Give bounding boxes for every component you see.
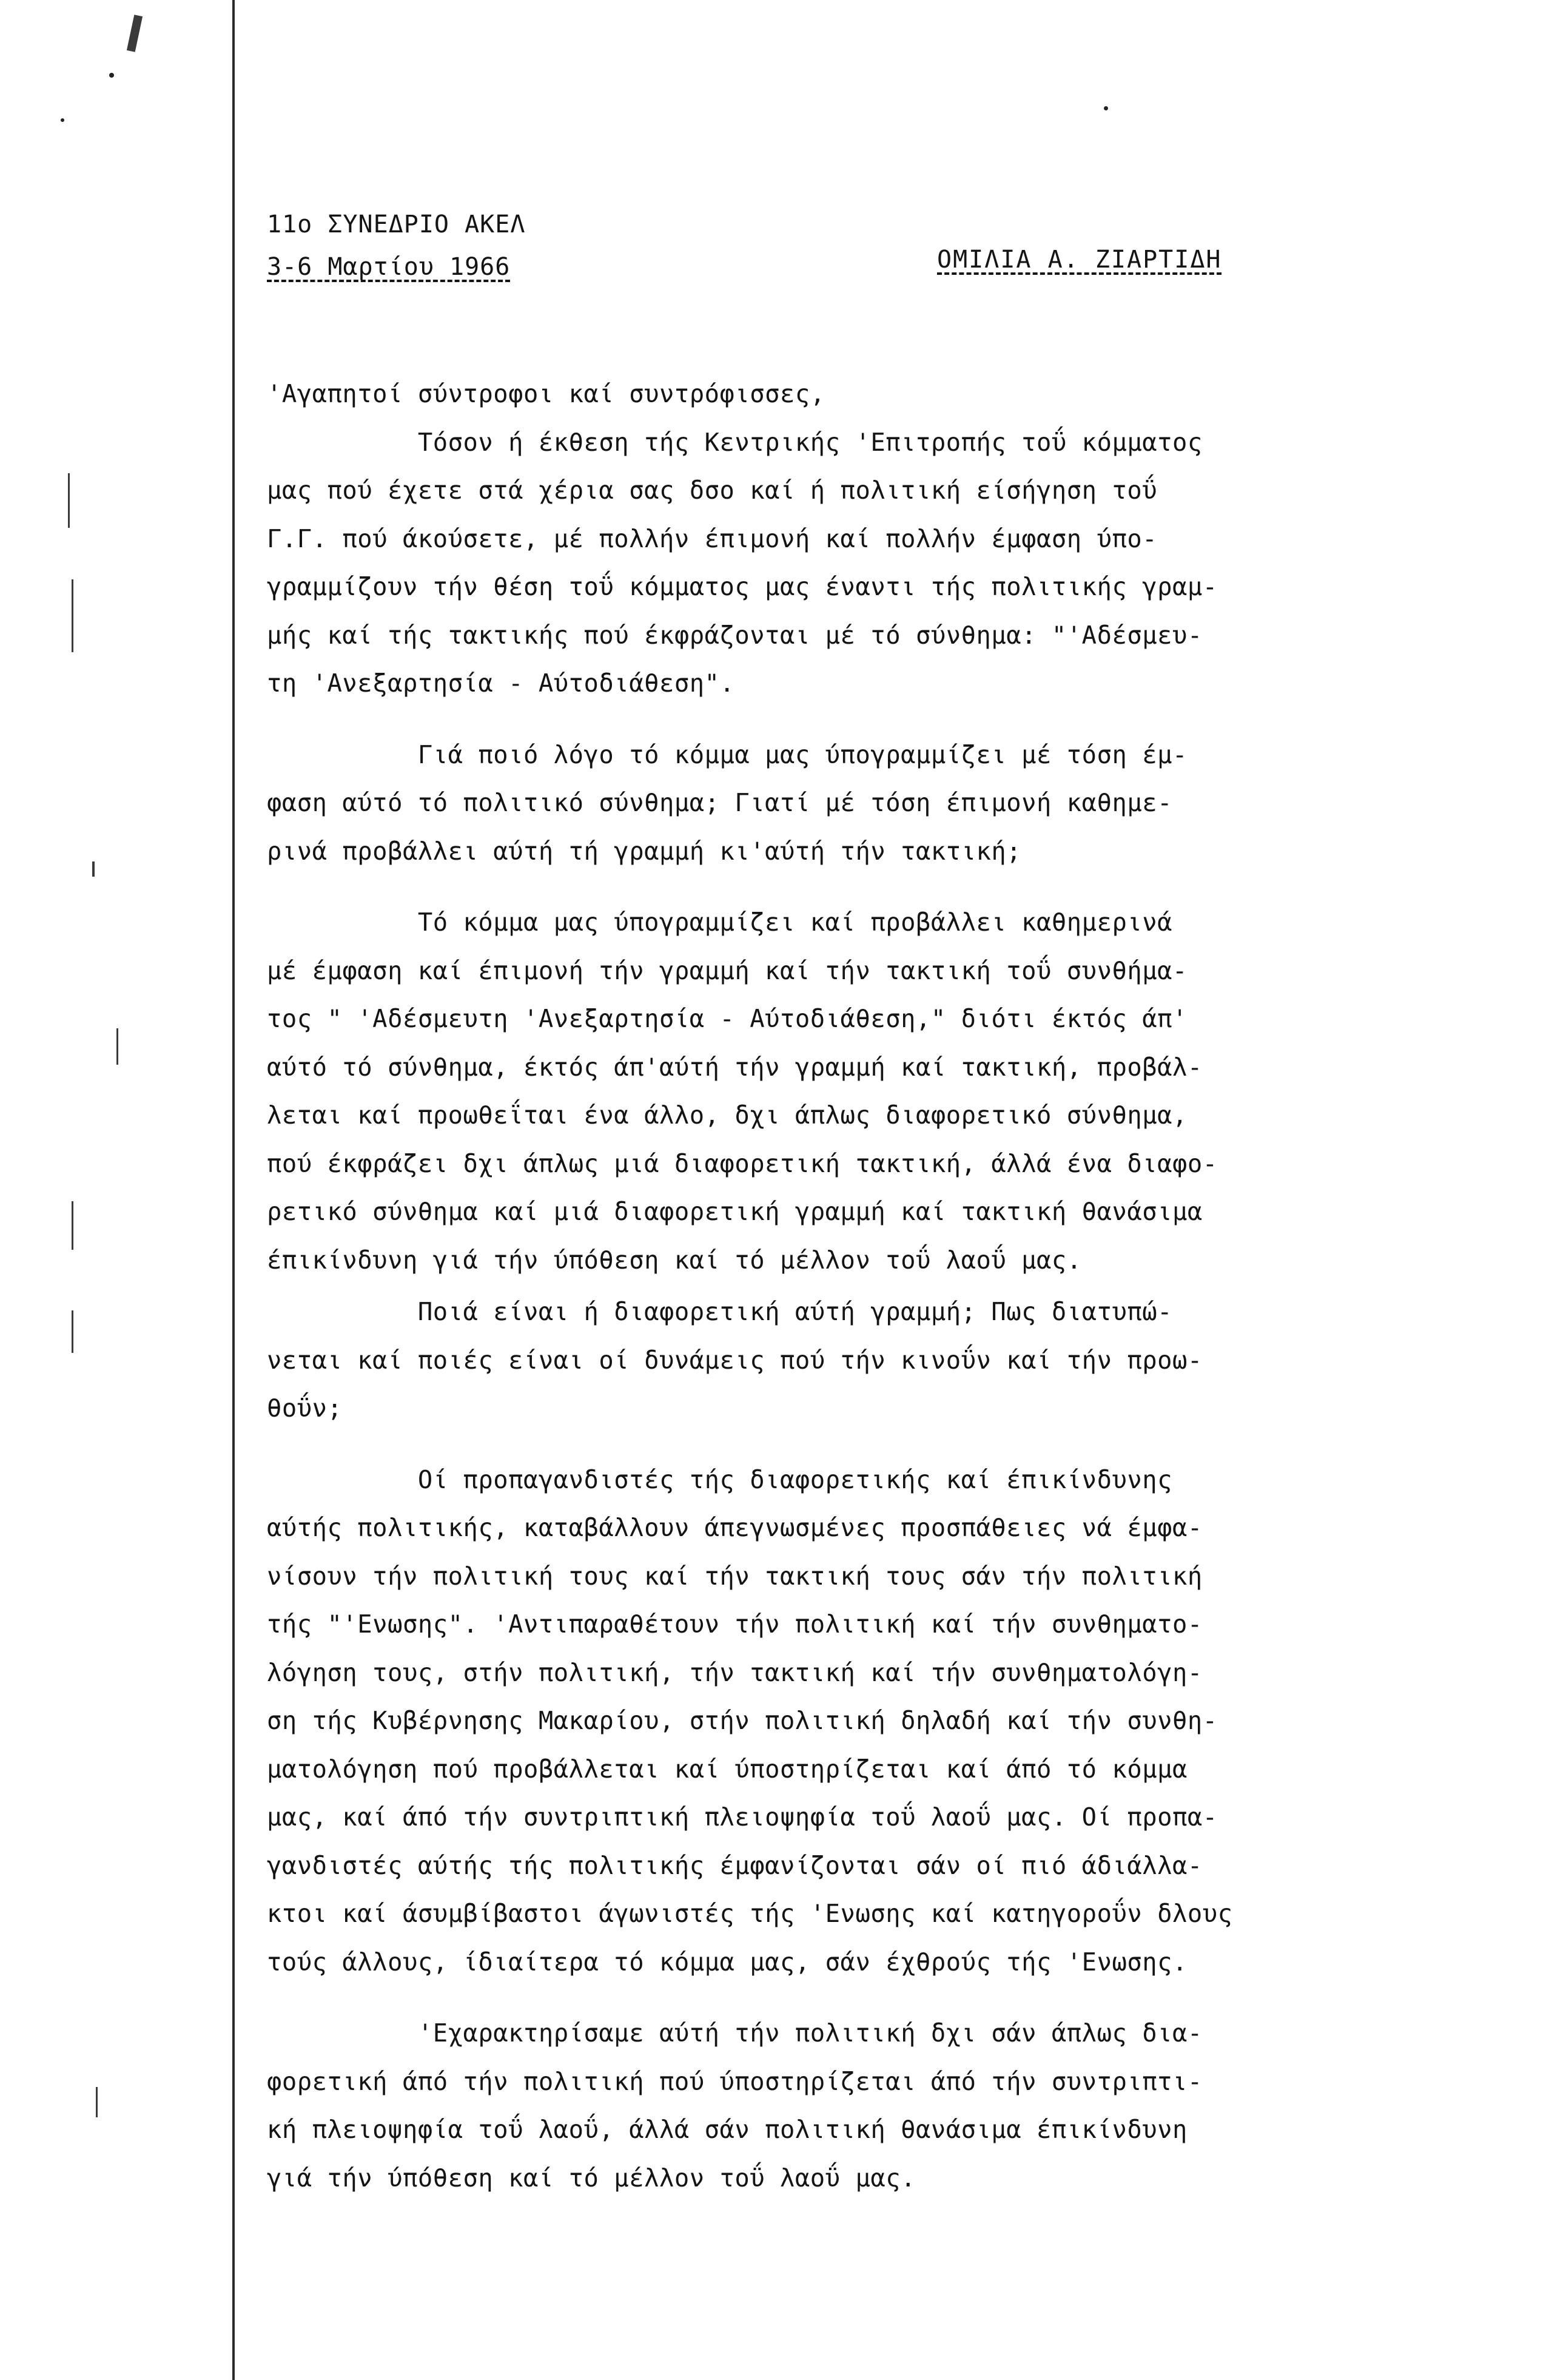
scan-mark xyxy=(92,861,95,877)
speech-title: ΟΜΙΛΙΑ Α. ΖΙΑΡΤΙΔΗ xyxy=(937,246,1222,274)
paragraph xyxy=(267,2009,1456,2202)
text-line: αύτής πολιτικής, καταβάλλουν άπεγνωσμένες προσπάθειες νά έμφα- xyxy=(267,1513,1203,1542)
congress-title: 11ο ΣΥΝΕΔΡΙΟ ΑΚΕΛ xyxy=(267,211,526,238)
text-line: τούς άλλους, ίδιαίτερα τό κόμμα μας, σάν έχθρούς τής 'Ενωσης. xyxy=(267,1947,1188,1977)
text-line: μας, καί άπό τήν συντριπτική πλειοψηφία τοΰ λαοΰ μας. Οί προπα- xyxy=(267,1802,1218,1832)
paragraph xyxy=(267,1288,1456,1433)
scan-speck xyxy=(61,118,64,122)
congress-date: 3-6 Μαρτίου 1966 xyxy=(267,253,511,281)
text-line: ματολόγηση πού προβάλλεται καί ύποστηρίζεται καί άπό τό κόμμα xyxy=(267,1754,1188,1784)
text-line: λόγηση τους, στήν πολιτική, τήν τακτική καί τήν συνθηματολόγη- xyxy=(267,1657,1203,1687)
text-line: 'Εχαρακτηρίσαμε αύτή τήν πολιτική δχι σάν άπλως δια- xyxy=(267,2018,1203,2048)
text-line: πού έκφράζει δχι άπλως μιά διαφορετική τακτική, άλλά ένα διαφο- xyxy=(267,1148,1218,1178)
document-body xyxy=(267,370,1456,2202)
text-line: μας πού έχετε στά χέρια σας δσο καί ή πολιτική είσήγηση τοΰ xyxy=(267,476,1158,505)
scan-mark xyxy=(68,473,70,528)
paragraph xyxy=(267,731,1456,876)
text-line: τος " 'Αδέσμευτη 'Ανεξαρτησία - Αύτοδιάθεση," διότι έκτός άπ' xyxy=(267,1004,1188,1033)
scan-mark xyxy=(72,579,73,652)
text-line: λεται καί προωθεΐται ένα άλλο, δχι άπλως διαφορετικό σύνθημα, xyxy=(267,1101,1188,1130)
salutation: 'Αγαπητοί σύντροφοι καί συντρόφισσες, xyxy=(267,379,825,408)
text-line: νίσουν τήν πολιτική τους καί τήν τακτική τους σάν τήν πολιτική xyxy=(267,1561,1203,1591)
paragraph xyxy=(267,1456,1456,1987)
text-line: τής "'Ενωσης". 'Αντιπαραθέτουν τήν πολιτική καί τήν συνθηματο- xyxy=(267,1610,1203,1639)
text-line: γανδιστές αύτής τής πολιτικής έμφανίζονται σάν οί πιό άδιάλλα- xyxy=(267,1850,1203,1880)
text-line: τη 'Ανεξαρτησία - Αύτοδιάθεση". xyxy=(267,669,735,698)
text-line: Ποιά είναι ή διαφορετική αύτή γραμμή; Πως διατυπώ- xyxy=(267,1297,1172,1326)
text-line: γραμμίζουν τήν θέση τοΰ κόμματος μας έναντι τής πολιτικής γραμ- xyxy=(267,572,1218,601)
scan-speck xyxy=(109,73,114,78)
text-line: ση τής Κυβέρνησης Μακαρίου, στήν πολιτική δηλαδή καί τήν συνθη- xyxy=(267,1706,1218,1735)
header-block xyxy=(267,203,525,288)
text-line: γιά τήν ύπόθεση καί τό μέλλον τοΰ λαοΰ μας. xyxy=(267,2163,916,2193)
paragraph xyxy=(267,419,1456,708)
text-line: έπικίνδυνη γιά τήν ύπόθεση καί τό μέλλον τοΰ λαοΰ μας. xyxy=(267,1245,1082,1275)
paragraph xyxy=(267,898,1456,1284)
text-line: Οί προπαγανδιστές τής διαφορετικής καί έπικίνδυνης xyxy=(267,1465,1172,1494)
scan-mark xyxy=(72,1201,73,1250)
text-line: θοΰν; xyxy=(267,1394,343,1423)
scan-speck xyxy=(1104,106,1108,110)
scan-mark xyxy=(96,2087,98,2117)
text-line: μής καί τής τακτικής πού έκφράζονται μέ τό σύνθημα: "'Αδέσμευ- xyxy=(267,620,1203,650)
text-line: Τό κόμμα μας ύπογραμμίζει καί προβάλλει καθημερινά xyxy=(267,908,1172,937)
text-line: αύτό τό σύνθημα, έκτός άπ'αύτή τήν γραμμή καί τακτική, προβάλ- xyxy=(267,1052,1203,1082)
scan-mark xyxy=(72,1310,73,1353)
text-line: Τόσον ή έκθεση τής Κεντρικής 'Επιτροπής τοΰ κόμματος xyxy=(267,427,1203,457)
scan-mark xyxy=(116,1028,118,1065)
text-line: φορετική άπό τήν πολιτική πού ύποστηρίζεται άπό τήν συντριπτι- xyxy=(267,2066,1203,2096)
text-line: κτοι καί άσυμβίβαστοι άγωνιστές τής 'Ενωσης καί κατηγοροΰν δλους xyxy=(267,1899,1233,1928)
text-line: Γιά ποιό λόγο τό κόμμα μας ύπογραμμίζει μέ τόση έμ- xyxy=(267,740,1188,769)
text-line: κή πλειοψηφία τοΰ λαοΰ, άλλά σάν πολιτική θανάσιμα έπικίνδυνη xyxy=(267,2115,1188,2144)
text-line: Γ.Γ. πού άκούσετε, μέ πολλήν έπιμονή καί πολλήν έμφαση ύπο- xyxy=(267,524,1158,553)
text-line: μέ έμφαση καί έπιμονή τήν γραμμή καί τήν τακτική τοΰ συνθήμα- xyxy=(267,956,1188,985)
text-line: ρετικό σύνθημα καί μιά διαφορετική γραμμή καί τακτική θανάσιμα xyxy=(267,1197,1203,1226)
text-line: νεται καί ποιές είναι οί δυνάμεις πού τήν κινοΰν καί τήν προω- xyxy=(267,1345,1203,1375)
text-line: ρινά προβάλλει αύτή τή γραμμή κι'αύτή τήν τακτική; xyxy=(267,836,1022,866)
scan-mark xyxy=(127,15,143,52)
text-line: φαση αύτό τό πολιτικό σύνθημα; Γιατί μέ τόση έπιμονή καθημε- xyxy=(267,788,1172,817)
left-margin-rule xyxy=(232,0,235,2380)
